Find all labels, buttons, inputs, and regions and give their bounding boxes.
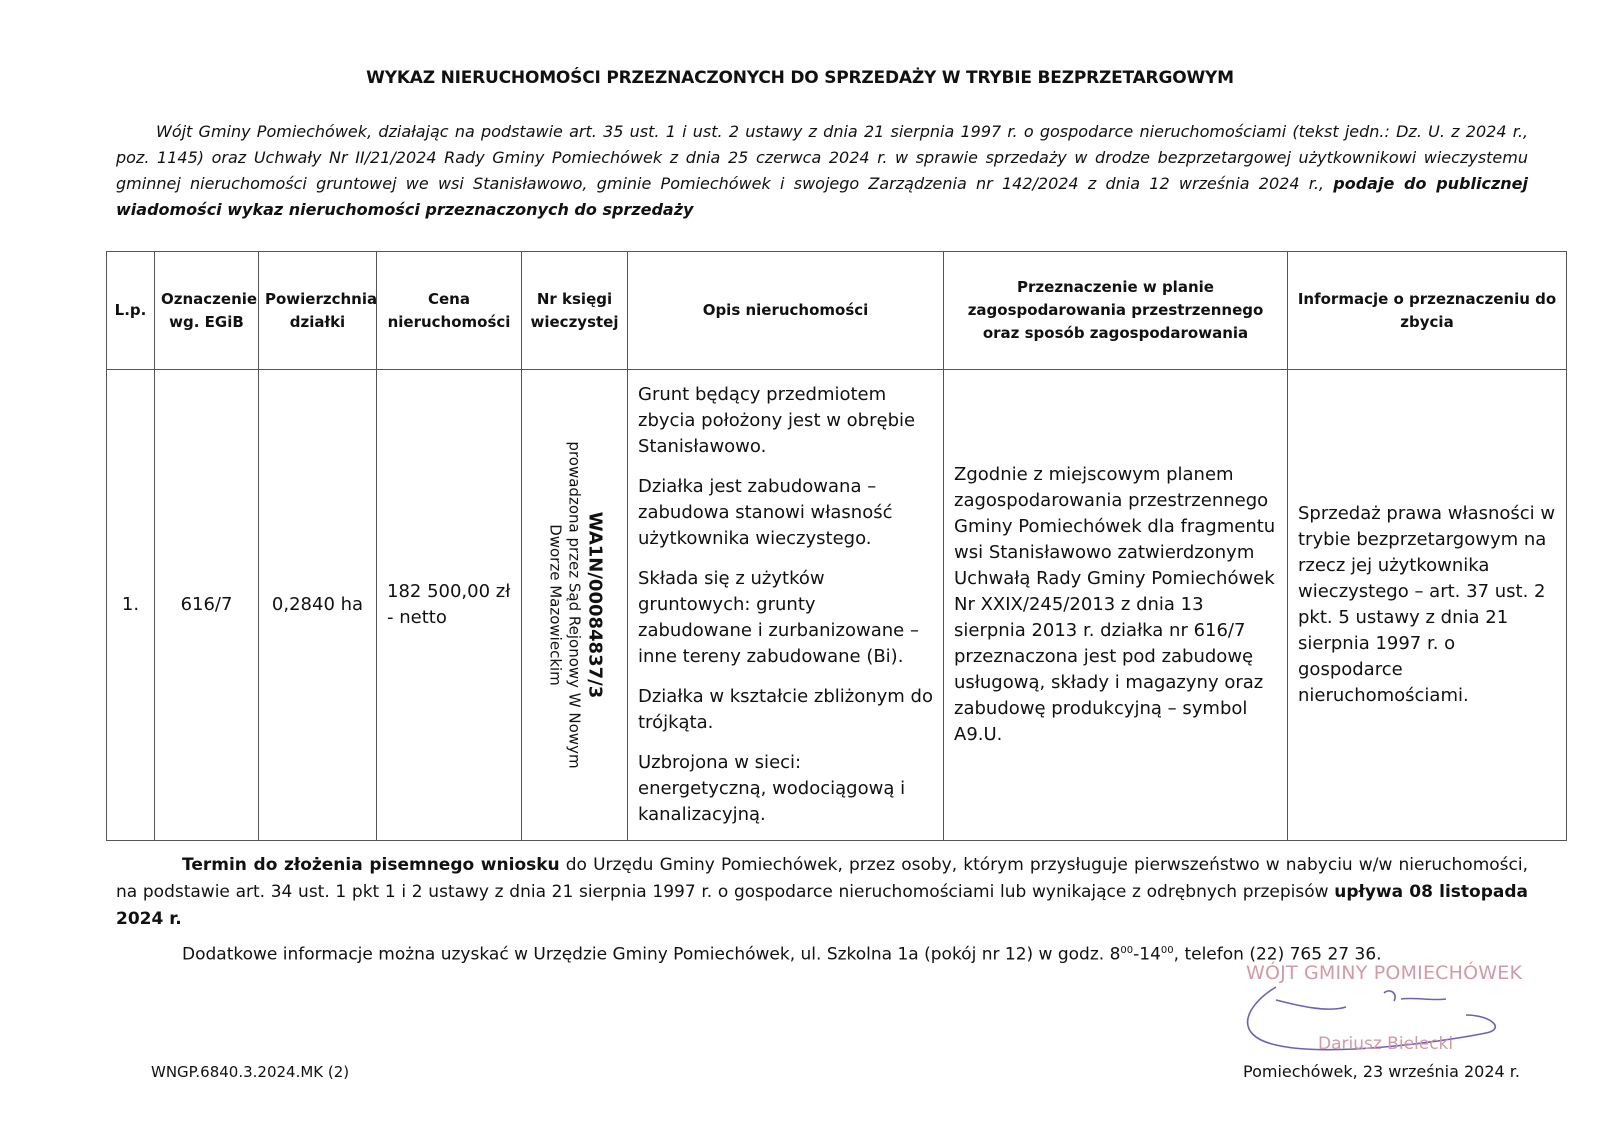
table-row [107, 370, 1567, 841]
contact-text: Dodatkowe informacje można uzyskać w Urzędzie Gminy Pomiechówek, ul. Szkolna 1a (pokój nr 12) w godz. 8 [182, 944, 1121, 965]
header-sale-info: Informacje o przeznaczeniu do zbycia [1288, 252, 1567, 370]
header-description: Opis nieruchomości [628, 252, 944, 370]
header-land-register: Nr księgi wieczystej [522, 252, 628, 370]
cell-land-register [522, 370, 628, 841]
cell-description [628, 370, 944, 841]
cell-area: 0,2840 ha [259, 370, 377, 841]
stamp-office: WÓJT GMINY POMIECHÓWEK [1246, 962, 1523, 984]
deadline-text: do Urzędu Gminy Pomiechówek, przez osoby, którym przysługuje pierwszeństwo w nabyciu w/w nieruchomości, na podstawie art. 34 ust. 1 pkt 1 i 2 ustawy z dnia 21 sierpnia 1997 r. o gospodarce nieruchomościami lub wynikające z odrębnych przepisów [116, 855, 1528, 902]
hour-to-superscript: 00 [1160, 945, 1174, 956]
land-register-court: prowadzona przez Sąd Rejonowy W Nowym Dworze Mazowieckim [546, 441, 583, 769]
intro-paragraph [116, 119, 1528, 223]
hour-from-superscript: 00 [1120, 945, 1134, 956]
description-paragraph: Uzbrojona w sieci: energetyczną, wodociągową i kanalizacyjną. [638, 752, 906, 825]
document-title: WYKAZ NIERUCHOMOŚCI PRZEZNACZONYCH DO SPRZEDAŻY W TRYBIE BEZPRZETARGOWYM [366, 68, 1234, 88]
header-zoning-plan: Przeznaczenie w planie zagospodarowania przestrzennego oraz sposób zagospodarowania [944, 252, 1288, 370]
header-price: Cena nieruchomości [377, 252, 522, 370]
cell-egib: 616/7 [155, 370, 259, 841]
intro-text: Wójt Gminy Pomiechówek, działając na podstawie art. 35 ust. 1 i ust. 2 ustawy z dnia 21 sierpnia 1997 r. o gospodarce nieruchomościami (tekst jedn.: Dz. U. z 2024 r., poz. 1145) oraz Uchwały Nr II/21/2024 Rady Gminy Pomiechówek z dnia 25 czerwca 2024 r. w sprawie sprzedaży w drodze bezprzetargowej użytkownikowi wieczystemu gminnej nieruchomości gruntowej we wsi Stanisławowo, gminie Pomiechówek i swojego Zarządzenia nr 142/2024 z dnia 12 września 2024 r., [116, 122, 1528, 193]
header-egib: Oznaczenie wg. EGiB [155, 252, 259, 370]
deadline-date: upływa 08 listopada 2024 r. [116, 882, 1528, 929]
land-register-rotated-text [545, 415, 604, 795]
description-paragraph: Działka w kształcie zbliżonym do trójkąta. [638, 686, 933, 733]
table-header-row [107, 252, 1567, 370]
deadline-bold: Termin do złożenia pisemnego wniosku [182, 855, 560, 875]
cell-lp: 1. [107, 370, 155, 841]
cell-sale-info: Sprzedaż prawa własności w trybie bezprzetargowym na rzecz jej użytkownika wieczystego – art. 37 ust. 2 pkt. 5 ustawy z dnia 21 sierpnia 1997 r. o gospodarce nieruchomościami. [1288, 370, 1567, 841]
description-paragraph: Działka jest zabudowana – zabudowa stanowi własność użytkownika wieczystego. [638, 476, 893, 549]
intro-bold-text: podaje do publicznej wiadomości wykaz nieruchomości przeznaczonych do sprzedaży [116, 174, 1529, 219]
phone-text: , telefon (22) 765 27 36. [1173, 944, 1382, 965]
stamp-name: Dariusz Bielecki [1318, 1034, 1454, 1054]
footer-notice [116, 852, 1528, 969]
header-lp: L.p. [107, 252, 155, 370]
property-table [106, 251, 1567, 841]
signature-stroke [1276, 1000, 1346, 1009]
description-paragraph: Grunt będący przedmiotem zbycia położony jest w obrębie Stanisławowo. [638, 384, 916, 457]
description-paragraph: Składa się z użytków gruntowych: grunty zabudowane i zurbanizowane – inne tereny zabudowane (Bi). [638, 568, 919, 667]
hour-separator: -14 [1133, 944, 1161, 965]
land-register-number: WA1N/00084837/3 [584, 511, 605, 699]
deadline-paragraph [116, 852, 1528, 933]
cell-price: 182 500,00 zł - netto [377, 370, 522, 841]
place-and-date: Pomiechówek, 23 września 2024 r. [1243, 1062, 1520, 1081]
case-reference: WNGP.6840.3.2024.MK (2) [151, 1063, 350, 1081]
header-area: Powierzchnia działki [259, 252, 377, 370]
signature-stroke [1384, 991, 1446, 1001]
cell-zoning-plan: Zgodnie z miejscowym planem zagospodarowania przestrzennego Gminy Pomiechówek dla fragmentu wsi Stanisławowo zatwierdzonym Uchwałą Rady Gminy Pomiechówek Nr XXIX/245/2013 z dnia 13 sierpnia 2013 r. działka nr 616/7 przeznaczona jest pod zabudowę usługową, składy i magazyny oraz zabudowę produkcyjną – symbol A9.U. [944, 370, 1288, 841]
